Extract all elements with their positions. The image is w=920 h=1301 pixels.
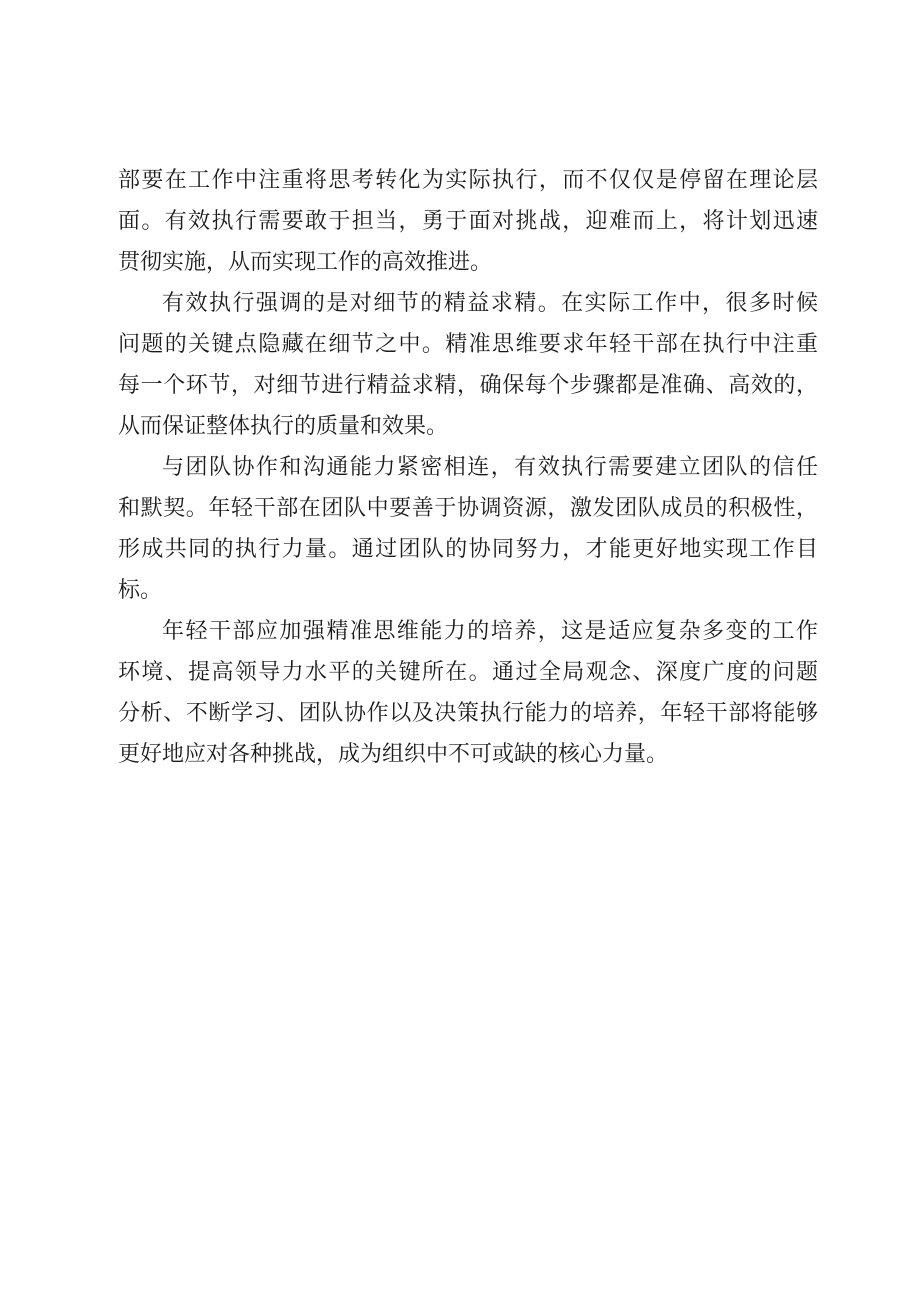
paragraph-line: 分析、不断学习、团队协作以及决策执行能力的培养，年轻干部将能够 [118,701,818,726]
paragraph-line: 环境、提高领导力水平的关键所在。通过全局观念、深度广度的问题 [118,660,818,685]
paragraph-4 [118,611,818,775]
paragraph-line: 更好地应对各种挑战，成为组织中不可或缺的核心力量。 [118,742,669,767]
paragraph-line: 面。有效执行需要敢于担当，勇于面对挑战，迎难而上，将计划迅速 [118,209,818,234]
paragraph-line: 年轻干部应加强精准思维能力的培养，这是适应复杂多变的工作 [162,619,818,644]
paragraph-2 [118,283,818,447]
paragraph-line: 与团队协作和沟通能力紧密相连，有效执行需要建立团队的信任 [162,455,818,480]
paragraph-line: 问题的关键点隐藏在细节之中。精准思维要求年轻干部在执行中注重 [118,332,818,357]
paragraph-line: 和默契。年轻干部在团队中要善于协调资源，激发团队成员的积极性， [118,496,818,521]
document-body [118,160,818,775]
paragraph-line: 从而保证整体执行的质量和效果。 [118,414,449,439]
paragraph-line: 标。 [118,578,163,603]
paragraph-line: 形成共同的执行力量。通过团队的协同努力，才能更好地实现工作目 [118,537,818,562]
paragraph-3 [118,447,818,611]
paragraph-1 [118,160,818,283]
paragraph-line: 贯彻实施，从而实现工作的高效推进。 [118,250,493,275]
paragraph-line: 部要在工作中注重将思考转化为实际执行，而不仅仅是停留在理论层 [118,168,818,193]
paragraph-line: 每一个环节，对细节进行精益求精，确保每个步骤都是准确、高效的， [118,373,818,398]
paragraph-line: 有效执行强调的是对细节的精益求精。在实际工作中，很多时候 [162,291,818,316]
